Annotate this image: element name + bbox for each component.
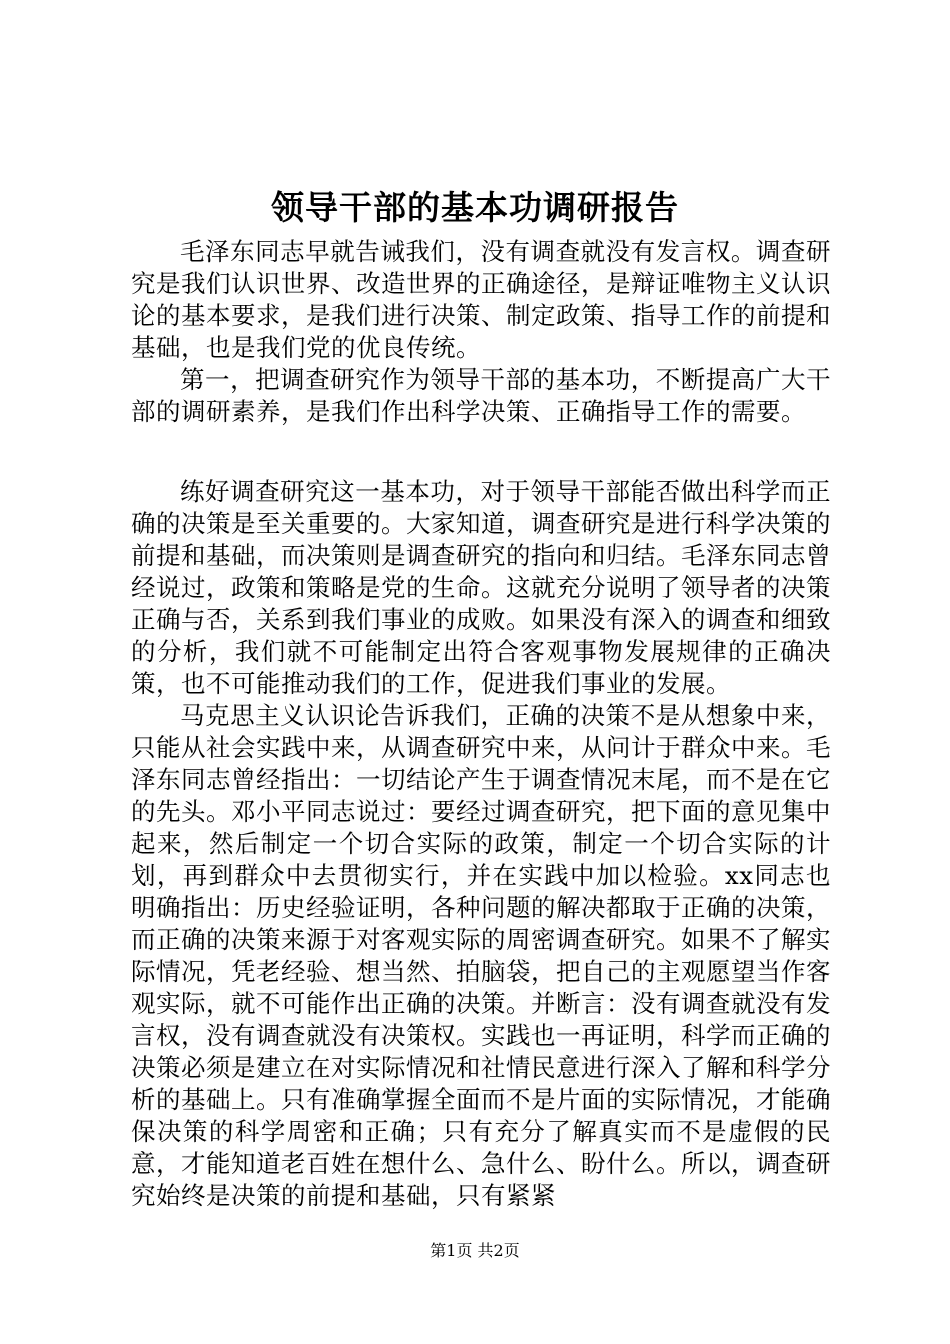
document-body — [131, 236, 831, 1212]
paragraph-intro: 毛泽东同志早就告诫我们，没有调查就没有发言权。调查研究是我们认识世界、改造世界的正确途径，是辩证唯物主义认识论的基本要求，是我们进行决策、制定政策、指导工作的前提和基础，也是我们党的优良传统。 — [131, 237, 831, 362]
paragraph-marxist-epistemology: 马克思主义认识论告诉我们，正确的决策不是从想象中来，只能从社会实践中来，从调查研究中来，从问计于群众中来。毛泽东同志曾经指出：一切结论产生于调查情况末尾，而不是在它的先头。邓小平同志说过：要经过调查研究，把下面的意见集中起来，然后制定一个切合实际的政策，制定一个切合实际的计划，再到群众中去贯彻实行，并在实践中加以检验。xx同志也明确指出：历史经验证明，各种问题的解决都取于正确的决策，而正确的决策来源于对客观实际的周密调查研究。如果不了解实际情况，凭老经验、想当然、拍脑袋，把自己的主观愿望当作客观实际，就不可能作出正确的决策。并断言：没有调查就没有发言权，没有调查就没有决策权。实践也一再证明，科学而正确的决策必须是建立在对实际情况和社情民意进行深入了解和科学分析的基础上。只有准确掌握全面而不是片面的实际情况，才能确保决策的科学周密和正确；只有充分了解真实而不是虚假的民意，才能知道老百姓在想什么、急什么、盼什么。所以，调查研究始终是决策的前提和基础，只有紧紧 — [131, 701, 831, 1210]
document-title: 领导干部的基本功调研报告 — [271, 188, 679, 227]
paragraph-spacer — [131, 428, 831, 476]
paragraph-decision-importance: 练好调查研究这一基本功，对于领导干部能否做出科学而正确的决策是至关重要的。大家知道，调查研究是进行科学决策的前提和基础，而决策则是调查研究的指向和归结。毛泽东同志曾经说过，政策和策略是党的生命。这就充分说明了领导者的决策正确与否，关系到我们事业的成败。如果没有深入的调查和细致的分析，我们就不可能制定出符合客观事物发展规律的正确决策，也不可能推动我们的工作，促进我们事业的发展。 — [131, 477, 831, 698]
paragraph-first-point: 第一，把调查研究作为领导干部的基本功，不断提高广大干部的调研素养，是我们作出科学决策、正确指导工作的需要。 — [131, 365, 831, 426]
page-footer: 第1页 共2页 — [430, 1241, 520, 1260]
